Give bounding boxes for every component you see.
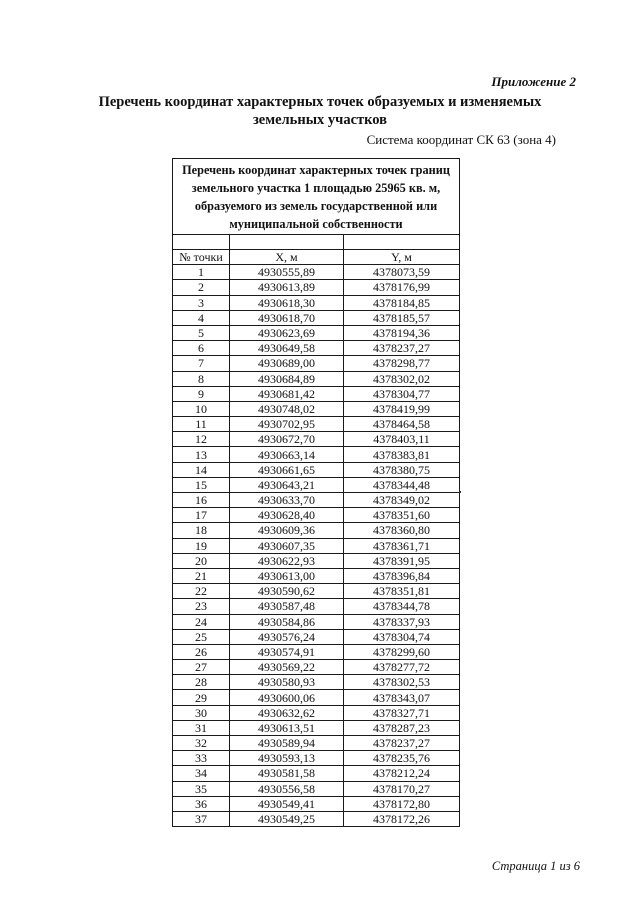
y-coordinate-cell: 4378235,76: [344, 751, 460, 766]
x-coordinate-cell: 4930649,58: [230, 341, 344, 356]
point-number-cell: 24: [173, 614, 230, 629]
point-number-cell: 21: [173, 568, 230, 583]
x-coordinate-cell: 4930633,70: [230, 493, 344, 508]
y-coordinate-cell: 4378391,95: [344, 553, 460, 568]
point-number-cell: 18: [173, 523, 230, 538]
coordinate-system-label: Система координат СК 63 (зона 4): [366, 132, 556, 147]
coordinates-table: [172, 158, 460, 827]
x-coordinate-cell: 4930632,62: [230, 705, 344, 720]
x-coordinate-cell: 4930618,70: [230, 310, 344, 325]
point-number-cell: 13: [173, 447, 230, 462]
point-number-cell: 5: [173, 325, 230, 340]
y-coordinate-cell: 4378361,71: [344, 538, 460, 553]
table-row: [173, 371, 460, 386]
x-coordinate-cell: 4930689,00: [230, 356, 344, 371]
x-coordinate-cell: 4930576,24: [230, 629, 344, 644]
y-coordinate-cell: 4378380,75: [344, 462, 460, 477]
table-row: [173, 584, 460, 599]
y-coordinate-cell: 4378302,02: [344, 371, 460, 386]
table-row: [173, 751, 460, 766]
x-coordinate-cell: 4930584,86: [230, 614, 344, 629]
x-coordinate-cell: 4930702,95: [230, 417, 344, 432]
header-y: Y, м: [344, 250, 460, 265]
table-row: [173, 523, 460, 538]
point-number-cell: 28: [173, 675, 230, 690]
table-row: [173, 811, 460, 826]
y-coordinate-cell: 4378360,80: [344, 523, 460, 538]
table-row: [173, 417, 460, 432]
y-coordinate-cell: 4378298,77: [344, 356, 460, 371]
point-number-cell: 6: [173, 341, 230, 356]
table-row: [173, 599, 460, 614]
spacer-cell: [344, 235, 460, 250]
y-coordinate-cell: 4378194,36: [344, 325, 460, 340]
x-coordinate-cell: 4930607,35: [230, 538, 344, 553]
x-coordinate-cell: 4930684,89: [230, 371, 344, 386]
x-coordinate-cell: 4930613,00: [230, 568, 344, 583]
table-row: [173, 568, 460, 583]
table-row: [173, 781, 460, 796]
x-coordinate-cell: 4930681,42: [230, 386, 344, 401]
table-row: [173, 796, 460, 811]
point-number-cell: 31: [173, 720, 230, 735]
point-number-cell: 2: [173, 280, 230, 295]
point-number-cell: 35: [173, 781, 230, 796]
y-coordinate-cell: 4378383,81: [344, 447, 460, 462]
x-coordinate-cell: 4930628,40: [230, 508, 344, 523]
y-coordinate-cell: 4378419,99: [344, 401, 460, 416]
table-row: [173, 629, 460, 644]
y-coordinate-cell: 4378464,58: [344, 417, 460, 432]
point-number-cell: 22: [173, 584, 230, 599]
y-coordinate-cell: 4378351,81: [344, 584, 460, 599]
x-coordinate-cell: 4930590,62: [230, 584, 344, 599]
x-coordinate-cell: 4930748,02: [230, 401, 344, 416]
x-coordinate-cell: 4930589,94: [230, 736, 344, 751]
y-coordinate-cell: 4378351,60: [344, 508, 460, 523]
y-coordinate-cell: 4378304,74: [344, 629, 460, 644]
point-number-cell: 20: [173, 553, 230, 568]
y-coordinate-cell: 4378176,99: [344, 280, 460, 295]
x-coordinate-cell: 4930556,58: [230, 781, 344, 796]
x-coordinate-cell: 4930555,89: [230, 265, 344, 280]
table-row: [173, 356, 460, 371]
point-number-cell: 27: [173, 660, 230, 675]
x-coordinate-cell: 4930549,41: [230, 796, 344, 811]
table-row: [173, 553, 460, 568]
y-coordinate-cell: 4378185,57: [344, 310, 460, 325]
table-row: [173, 644, 460, 659]
y-coordinate-cell: 4378170,27: [344, 781, 460, 796]
table-header-row: [173, 250, 460, 265]
point-number-cell: 16: [173, 493, 230, 508]
point-number-cell: 30: [173, 705, 230, 720]
x-coordinate-cell: 4930580,93: [230, 675, 344, 690]
table-row: [173, 705, 460, 720]
point-number-cell: 32: [173, 736, 230, 751]
title-line-2: земельных участков: [252, 112, 388, 128]
table-row: [173, 280, 460, 295]
x-coordinate-cell: 4930569,22: [230, 660, 344, 675]
page-number: Страница 1 из 6: [491, 859, 580, 873]
y-coordinate-cell: 4378172,26: [344, 811, 460, 826]
y-coordinate-cell: 4378237,27: [344, 341, 460, 356]
point-number-cell: 29: [173, 690, 230, 705]
table-body: [173, 265, 460, 827]
point-number-cell: 3: [173, 295, 230, 310]
point-number-cell: 37: [173, 811, 230, 826]
y-coordinate-cell: 4378073,59: [344, 265, 460, 280]
x-coordinate-cell: 4930663,14: [230, 447, 344, 462]
x-coordinate-cell: 4930549,25: [230, 811, 344, 826]
y-coordinate-cell: 4378344,78: [344, 599, 460, 614]
point-number-cell: 7: [173, 356, 230, 371]
point-number-cell: 14: [173, 462, 230, 477]
y-coordinate-cell: 4378304,77: [344, 386, 460, 401]
y-coordinate-cell: 4378212,24: [344, 766, 460, 781]
y-coordinate-cell: 4378403,11: [344, 432, 460, 447]
table-row: [173, 736, 460, 751]
table-row: [173, 720, 460, 735]
x-coordinate-cell: 4930574,91: [230, 644, 344, 659]
x-coordinate-cell: 4930593,13: [230, 751, 344, 766]
point-number-cell: 26: [173, 644, 230, 659]
point-number-cell: 4: [173, 310, 230, 325]
table-row: [173, 386, 460, 401]
table-row: [173, 310, 460, 325]
y-coordinate-cell: 4378237,27: [344, 736, 460, 751]
x-coordinate-cell: 4930613,89: [230, 280, 344, 295]
table-spacer-row: [173, 235, 460, 250]
x-coordinate-cell: 4930622,93: [230, 553, 344, 568]
y-coordinate-cell: 4378302,53: [344, 675, 460, 690]
point-number-cell: 9: [173, 386, 230, 401]
table-row: [173, 538, 460, 553]
point-number-cell: 1: [173, 265, 230, 280]
x-coordinate-cell: 4930581,58: [230, 766, 344, 781]
point-number-cell: 17: [173, 508, 230, 523]
x-coordinate-cell: 4930600,06: [230, 690, 344, 705]
x-coordinate-cell: 4930623,69: [230, 325, 344, 340]
spacer-cell: [230, 235, 344, 250]
x-coordinate-cell: 4930609,36: [230, 523, 344, 538]
x-coordinate-cell: 4930587,48: [230, 599, 344, 614]
table-row: [173, 690, 460, 705]
x-coordinate-cell: 4930618,30: [230, 295, 344, 310]
x-coordinate-cell: 4930661,65: [230, 462, 344, 477]
point-number-cell: 25: [173, 629, 230, 644]
point-number-cell: 8: [173, 371, 230, 386]
table-row: [173, 295, 460, 310]
point-number-cell: 19: [173, 538, 230, 553]
point-number-cell: 11: [173, 417, 230, 432]
stray-dot-mark: [459, 491, 461, 493]
header-x: X, м: [230, 250, 344, 265]
header-point-number: № точки: [173, 250, 230, 265]
y-coordinate-cell: 4378287,23: [344, 720, 460, 735]
table-row: [173, 432, 460, 447]
table-row: [173, 325, 460, 340]
table-row: [173, 493, 460, 508]
table-row: [173, 462, 460, 477]
y-coordinate-cell: 4378337,93: [344, 614, 460, 629]
point-number-cell: 12: [173, 432, 230, 447]
y-coordinate-cell: 4378344,48: [344, 477, 460, 492]
table-row: [173, 477, 460, 492]
table-row: [173, 766, 460, 781]
appendix-label: Приложение 2: [491, 74, 576, 89]
point-number-cell: 23: [173, 599, 230, 614]
point-number-cell: 34: [173, 766, 230, 781]
x-coordinate-cell: 4930672,70: [230, 432, 344, 447]
point-number-cell: 15: [173, 477, 230, 492]
y-coordinate-cell: 4378327,71: [344, 705, 460, 720]
y-coordinate-cell: 4378172,80: [344, 796, 460, 811]
y-coordinate-cell: 4378343,07: [344, 690, 460, 705]
y-coordinate-cell: 4378277,72: [344, 660, 460, 675]
table-row: [173, 675, 460, 690]
point-number-cell: 36: [173, 796, 230, 811]
point-number-cell: 10: [173, 401, 230, 416]
spacer-cell: [173, 235, 230, 250]
y-coordinate-cell: 4378349,02: [344, 493, 460, 508]
table-row: [173, 401, 460, 416]
table-row: [173, 660, 460, 675]
point-number-cell: 33: [173, 751, 230, 766]
y-coordinate-cell: 4378299,60: [344, 644, 460, 659]
table-row: [173, 614, 460, 629]
table-row: [173, 447, 460, 462]
document-title: [0, 93, 640, 129]
y-coordinate-cell: 4378396,84: [344, 568, 460, 583]
table-row: [173, 265, 460, 280]
x-coordinate-cell: 4930613,51: [230, 720, 344, 735]
y-coordinate-cell: 4378184,85: [344, 295, 460, 310]
table-row: [173, 508, 460, 523]
title-line-1: Перечень координат характерных точек образуемых и изменяемых: [98, 94, 542, 110]
table-row: [173, 341, 460, 356]
x-coordinate-cell: 4930643,21: [230, 477, 344, 492]
table-caption: Перечень координат характерных точек границ земельного участка 1 площадью 25965 кв. м, образуемого из земель государственной или муниципальной собственности: [173, 159, 460, 235]
